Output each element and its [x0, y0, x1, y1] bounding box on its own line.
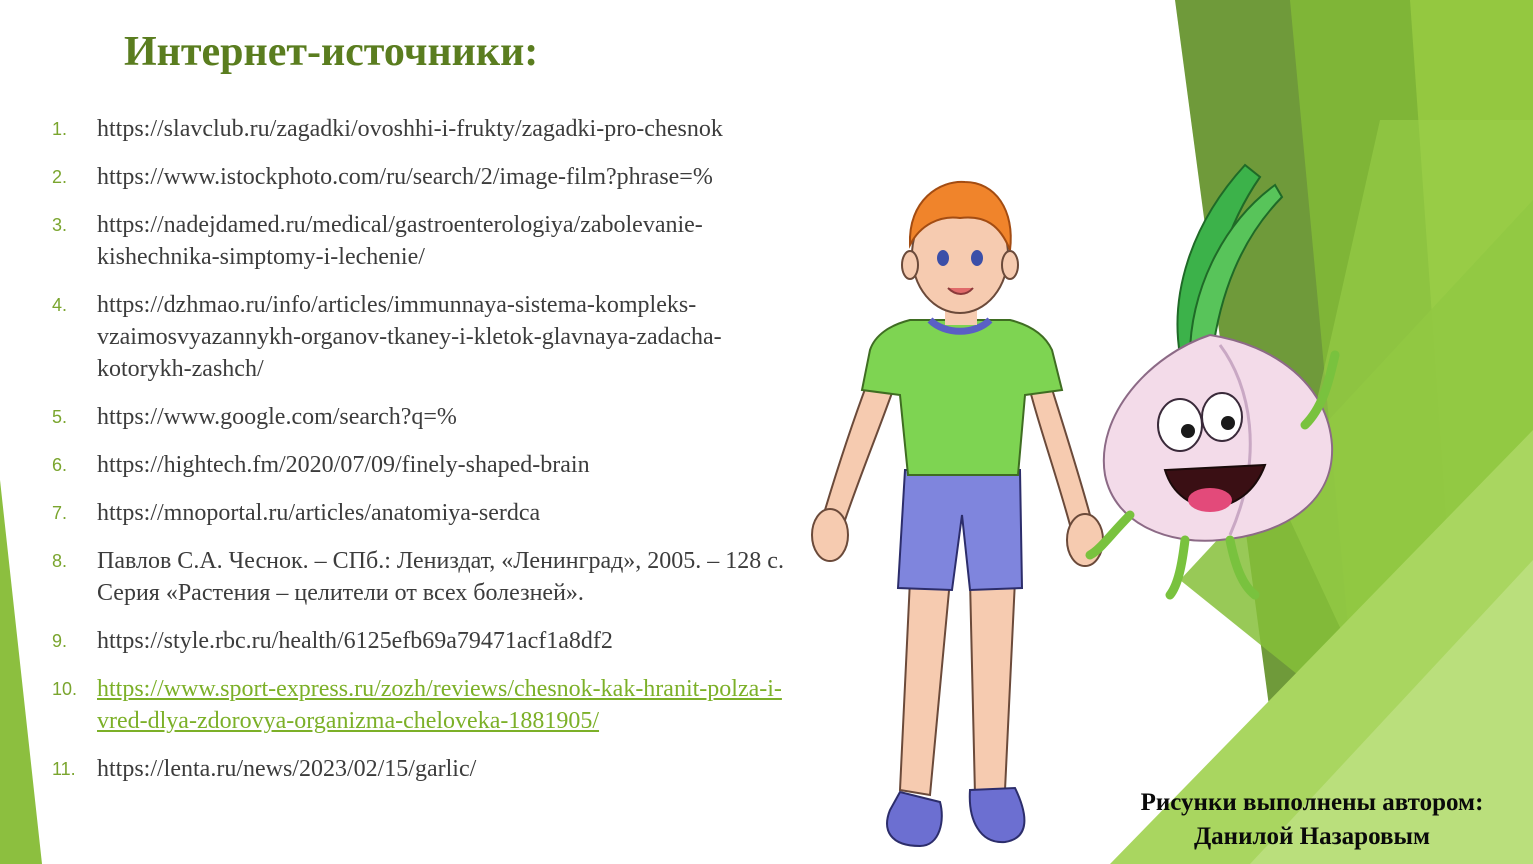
garlic-right-pupil [1221, 416, 1235, 430]
source-text: https://www.google.com/search?q=% [97, 404, 457, 430]
list-number: 9. [52, 631, 68, 651]
boy-left-hand [812, 509, 848, 561]
list-item [52, 401, 797, 433]
list-number: 2. [52, 167, 68, 187]
list-item [52, 673, 797, 737]
list-item [52, 497, 797, 529]
source-link[interactable]: https://www.sport-express.ru/zozh/reviews/chesnok-kak-hranit-polza-i-vred-dlya-zdorovya-organizma-cheloveka-1881905/ [97, 676, 782, 734]
source-text: https://dzhmao.ru/info/articles/immunnaya-sistema-kompleks-vzaimosvyazannykh-organov-tkaney-i-kletok-glavnaya-zadacha-kotorykh-zashch/ [97, 292, 722, 382]
source-text: https://style.rbc.ru/health/6125efb69a79471acf1a8df2 [97, 628, 613, 654]
boy-left-ear [902, 251, 918, 279]
garlic-left-eye [1158, 399, 1202, 451]
bg-shape-left [0, 480, 42, 864]
list-number: 11. [52, 759, 76, 779]
boy-right-ear [1002, 251, 1018, 279]
garlic-illustration [1070, 155, 1360, 615]
boy-left-slipper [887, 792, 942, 846]
credits-line-2: Данилой Назаровым [1193, 823, 1430, 850]
list-number: 8. [52, 551, 68, 571]
boy-shorts [898, 470, 1022, 590]
garlic-left-pupil [1181, 424, 1195, 438]
source-text: https://lenta.ru/news/2023/02/15/garlic/ [97, 756, 477, 782]
list-number: 1. [52, 119, 68, 139]
source-text: https://www.istockphoto.com/ru/search/2/image-film?phrase=% [97, 164, 713, 190]
page-title: Интернет-источники: [124, 29, 539, 75]
boy-right-leg [970, 580, 1015, 795]
list-number: 4. [52, 295, 68, 315]
credits-line-1: Рисунки выполнены автором: [1140, 789, 1484, 816]
list-number: 6. [52, 455, 68, 475]
list-item [52, 113, 797, 145]
sources-list [52, 113, 797, 801]
source-text: https://mnoportal.ru/articles/anatomiya-serdca [97, 500, 541, 526]
source-text: https://hightech.fm/2020/07/09/finely-shaped-brain [97, 452, 590, 478]
list-item [52, 545, 797, 609]
garlic-right-leg [1230, 540, 1255, 595]
source-text: https://slavclub.ru/zagadki/ovoshhi-i-frukty/zagadki-pro-chesnok [97, 116, 723, 142]
source-text: Павлов С.А. Чеснок. – СПб.: Лениздат, «Ленинград», 2005. – 128 с. Серия «Растения – целители от всех болезней». [97, 548, 784, 606]
list-item [52, 449, 797, 481]
list-item [52, 625, 797, 657]
boy-right-eye [971, 250, 983, 266]
list-item [52, 289, 797, 385]
boy-left-leg [900, 580, 950, 795]
list-number: 7. [52, 503, 68, 523]
list-number: 10. [52, 679, 78, 699]
garlic-tongue [1188, 488, 1232, 512]
garlic-left-leg [1170, 540, 1185, 595]
list-item [52, 209, 797, 273]
boy-left-eye [937, 250, 949, 266]
list-item [52, 161, 797, 193]
image-credits [1092, 786, 1532, 854]
source-text: https://nadejdamed.ru/medical/gastroenterologiya/zabolevanie-kishechnika-simptomy-i-lechenie/ [97, 212, 703, 270]
garlic-right-eye [1202, 393, 1242, 441]
garlic-left-arm [1090, 515, 1130, 555]
list-number: 3. [52, 215, 68, 235]
boy-right-slipper [970, 788, 1025, 842]
list-item [52, 753, 797, 785]
list-number: 5. [52, 407, 68, 427]
